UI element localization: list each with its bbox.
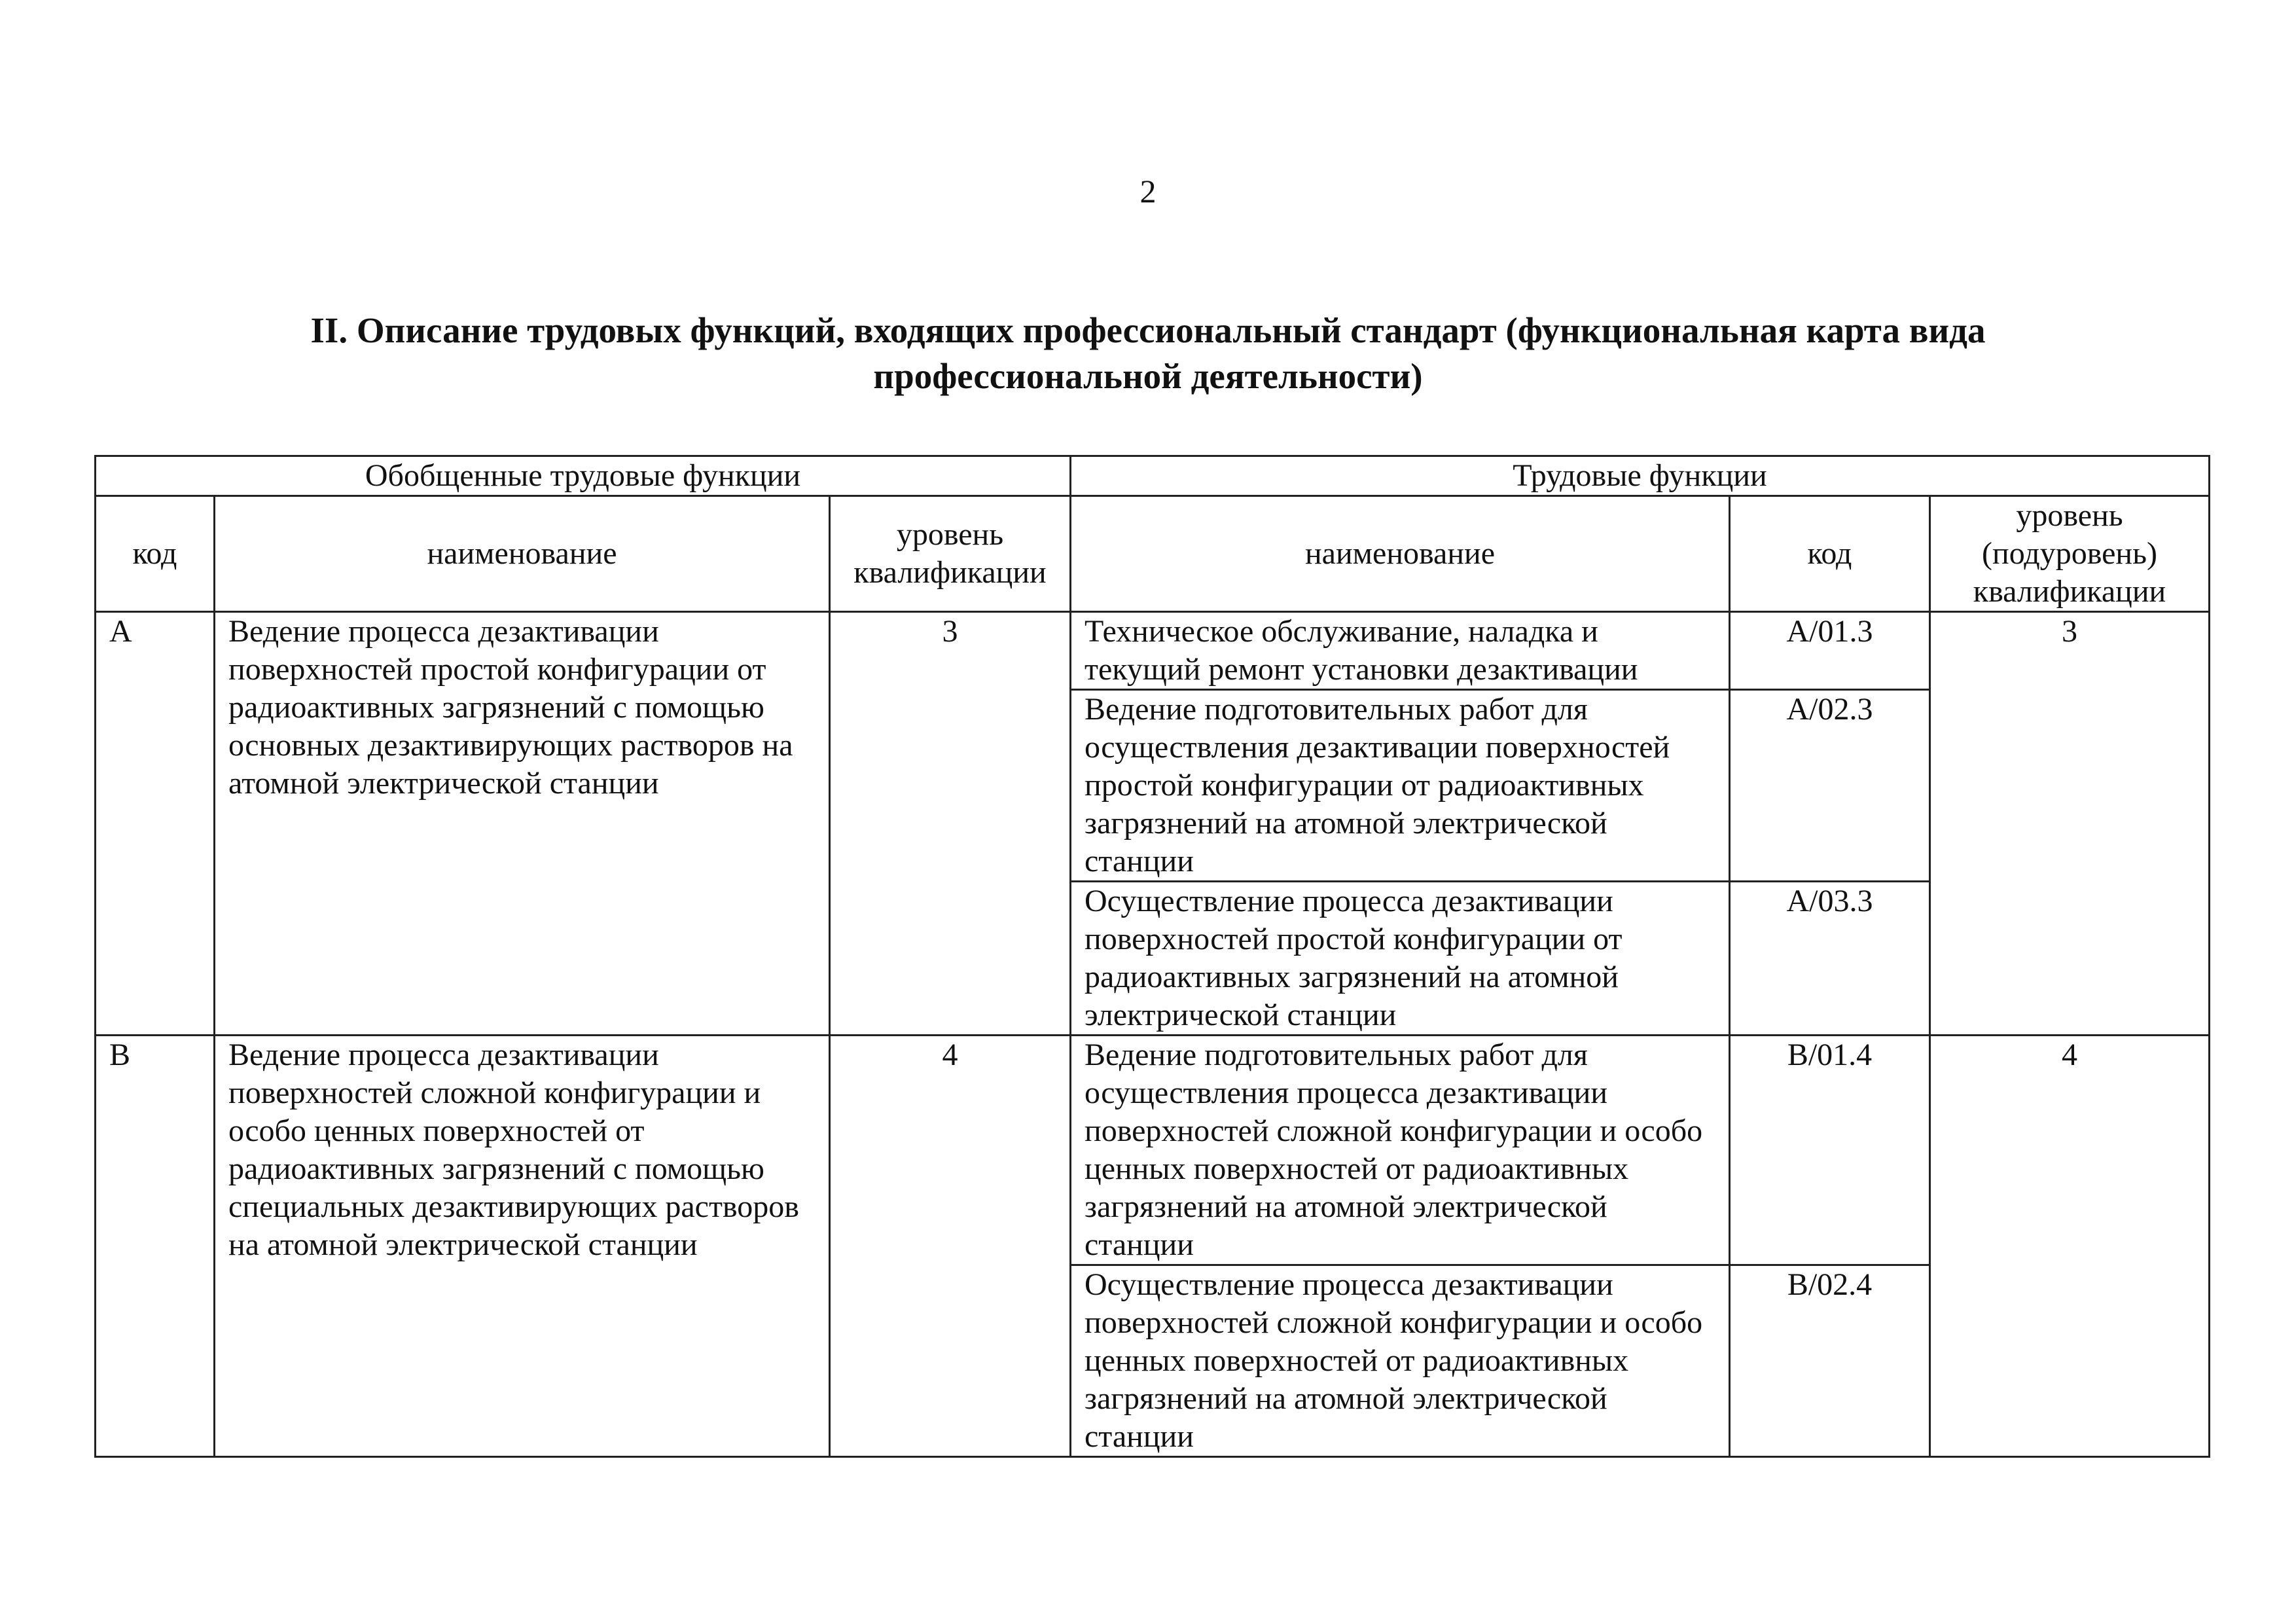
function-name-cell: Осуществление процесса дезактивации поверхностей простой конфигурации от радиоактивных загрязнений на атомной электрической станции <box>1071 882 1730 1036</box>
table-group-header-row <box>96 456 2210 496</box>
function-code-cell: B/01.4 <box>1730 1036 1930 1265</box>
function-name-cell: Осуществление процесса дезактивации поверхностей сложной конфигурации и особо ценных поверхностей от радиоактивных загрязнений на атомной электрической станции <box>1071 1265 1730 1457</box>
generalized-functions-header: Обобщенные трудовые функции <box>96 456 1071 496</box>
function-level-cell: 3 <box>1930 612 2210 1036</box>
function-code-cell: A/03.3 <box>1730 882 1930 1036</box>
page-number: 2 <box>1139 173 1157 209</box>
gen-name-header: наименование <box>215 496 830 612</box>
function-name-cell: Техническое обслуживание, наладка и текущий ремонт установки дезактивации <box>1071 612 1730 690</box>
fn-code-header: код <box>1730 496 1930 612</box>
group-level-cell: 4 <box>830 1036 1071 1457</box>
table-column-header-row <box>96 496 2210 612</box>
function-name-cell: Ведение подготовительных работ для осуществления процесса дезактивации поверхностей сложной конфигурации и особо ценных поверхностей от радиоактивных загрязнений на атомной электрической станции <box>1071 1036 1730 1265</box>
fn-level-header: уровень (подуровень) квалификации <box>1930 496 2210 612</box>
gen-code-header: код <box>96 496 215 612</box>
table-row <box>96 1036 2210 1265</box>
function-name-cell: Ведение подготовительных работ для осуществления дезактивации поверхностей простой конфигурации от радиоактивных загрязнений на атомной электрической станции <box>1071 690 1730 882</box>
table-row <box>96 612 2210 690</box>
functional-map-table <box>94 455 2210 1458</box>
fn-name-header: наименование <box>1071 496 1730 612</box>
function-code-cell: A/02.3 <box>1730 690 1930 882</box>
labor-functions-header: Трудовые функции <box>1071 456 2210 496</box>
section-title: II. Описание трудовых функций, входящих профессиональный стандарт (функциональная карта вида профессиональной деятельности) <box>310 310 1986 396</box>
function-code-cell: A/01.3 <box>1730 612 1930 690</box>
function-level-cell: 4 <box>1930 1036 2210 1457</box>
function-code-cell: B/02.4 <box>1730 1265 1930 1457</box>
group-name-cell: Ведение процесса дезактивации поверхностей сложной конфигурации и особо ценных поверхностей от радиоактивных загрязнений с помощью специальных дезактивирующих растворов на атомной электрической станции <box>215 1036 830 1457</box>
gen-level-header: уровень квалификации <box>830 496 1071 612</box>
group-code-cell: A <box>96 612 215 1036</box>
group-level-cell: 3 <box>830 612 1071 1036</box>
group-code-cell: B <box>96 1036 215 1457</box>
group-name-cell: Ведение процесса дезактивации поверхностей простой конфигурации от радиоактивных загрязнений с помощью основных дезактивирующих растворов на атомной электрической станции <box>215 612 830 1036</box>
